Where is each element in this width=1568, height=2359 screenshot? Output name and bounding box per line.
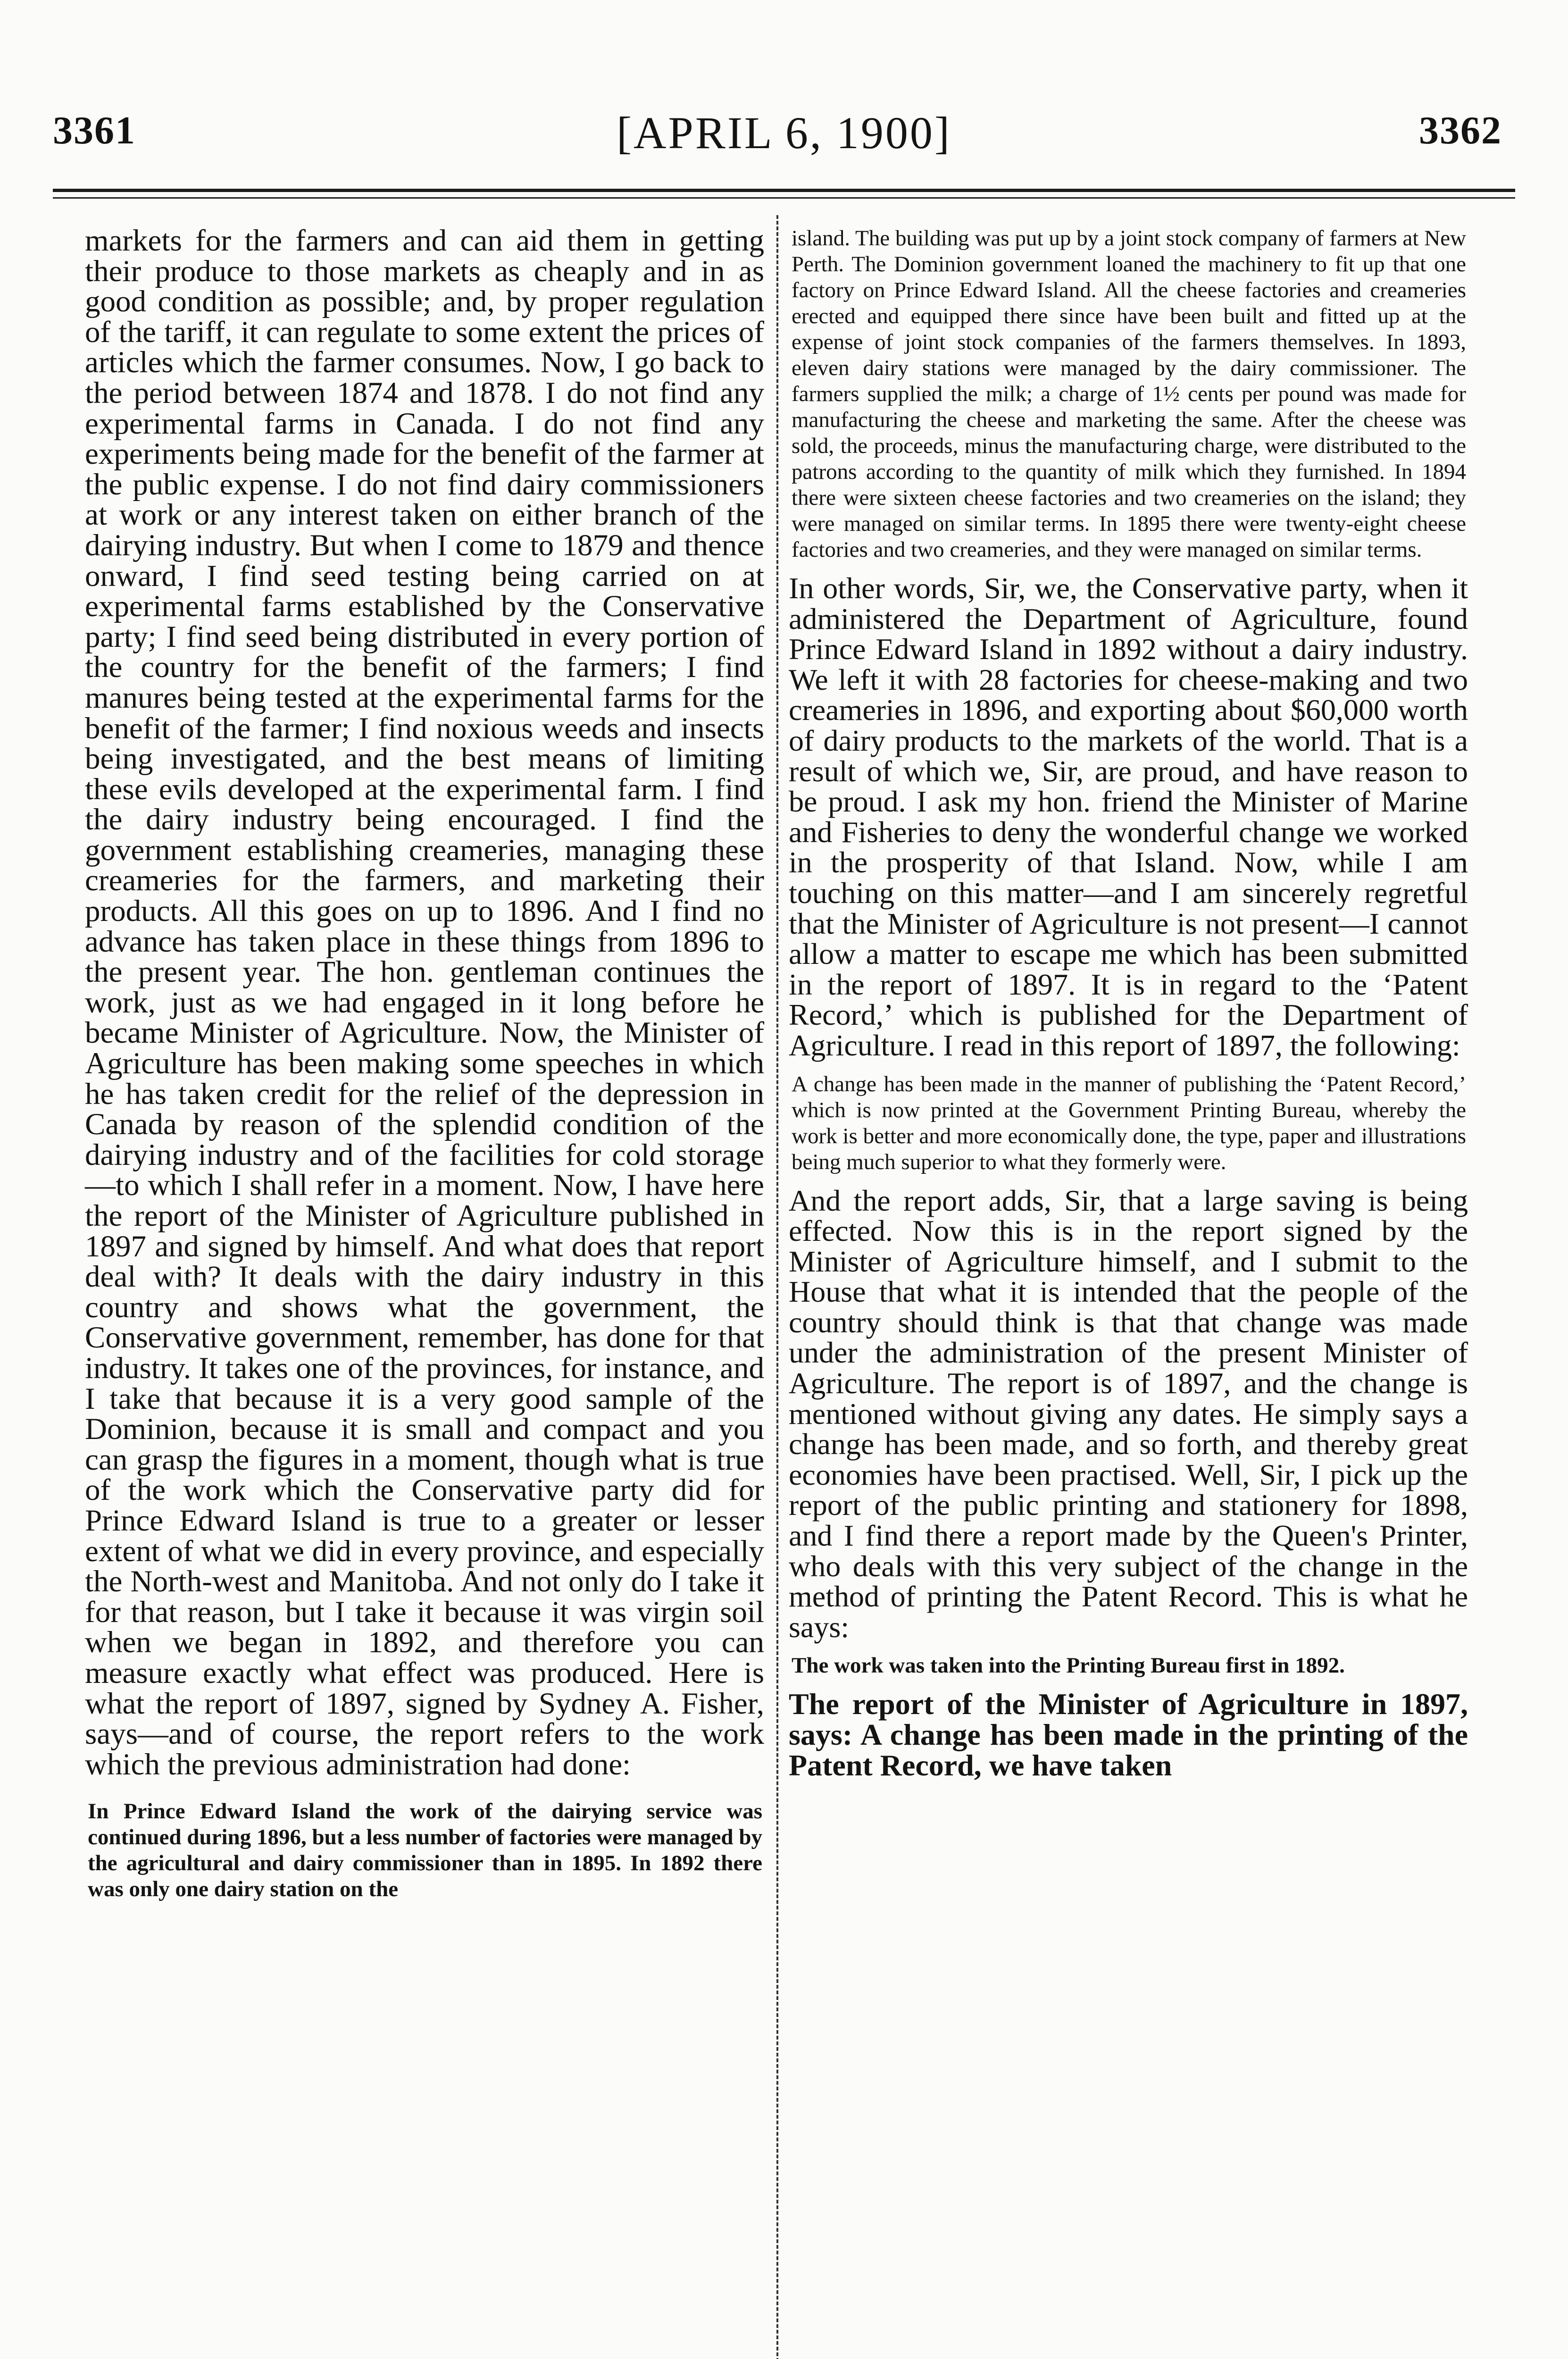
speech-paragraph: markets for the farmers and can aid them in getting their produce to those markets as cheaply and in as good condition as possible; and, by proper regulation of the tariff, it can regulate to some extent the prices of articles which the farmer consumes. Now, I go back to the period between 1874 and 1878. I do not find any experimental farms in Canada. I do not find any experiments being made for the benefit of the farmer at the public expense. I do not find dairy commissioners at work or any interest taken on either branch of the dairying industry. But when I come to 1879 and thence onward, I find seed testing being carried on at experimental farms established by the Conservative party; I find seed being distributed in every portion of the country for the benefit of the farmers; I find manures being tested at the experimental farms for the benefit of the farmer; I find noxious weeds and insects being investigated, and the best means of limiting these evils developed at the experimental farm. I find the dairy industry being encouraged. I find the government establishing creameries, managing these creameries for the farmers, and marketing their products. All this goes on up to 1896. And I find no advance has taken place in these things from 1896 to the present year. The hon. gentleman continues the work, just as we had engaged in it long before he became Minister of Agriculture. Now, the Minister of Agriculture has been making some speeches in which he has taken credit for the relief of the depression in Canada by reason of the splendid condition of the dairying industry and of the facilities for cold storage—to which I shall refer in a moment. Now, I have here the report of the Minister of Agriculture published in 1897 and signed by himself. And what does that report deal with? It deals with the dairy industry in this country and shows what the government, the Conservative government, remember, has done for that industry. It takes one of the provinces, for instance, and I take that because it is a very good sample of the Dominion, because it is small and compact and you can grasp the figures in a moment, though what is true of the work which the Conservative party did for Prince Edward Island is true to a greater or lesser extent of what we did in every province, and especially the North-west and Manitoba. And not only do I take it for that reason, but I take it because it was virgin soil when we began in 1892, and therefore you can measure exactly what effect was produced. Here is what the report of 1897, signed by Sydney A. Fisher, says—and of course, the report refers to the work which the previous administration had done:	[85, 224, 764, 1782]
quoted-report-excerpt: In Prince Edward Island the work of the dairying service was continued during 1896, but a less number of factories were managed by the agricultural and dairy commissioner than in 1895. In 1892 there was only one dairy station on the	[88, 1799, 762, 1902]
quoted-printer-report: The work was taken into the Printing Bureau first in 1892.	[792, 1653, 1345, 1678]
right-column	[789, 226, 1468, 1781]
speech-paragraph: The report of the Minister of Agriculture in 1897, says: A change has been made in the printing of the Patent Record, we have taken	[789, 1687, 1468, 1782]
column-divider	[776, 215, 778, 2359]
header-rule-thin	[53, 197, 1515, 199]
quoted-report-continuation: island. The building was put up by a joint stock company of farmers at New Perth. The Dominion government loaned the machinery to fit up that one factory on Prince Edward Island. All the cheese factories and creameries erected and equipped there since have been built and fitted up at the expense of joint stock companies of the farmers themselves. In 1893, eleven dairy stations were managed by the dairy commissioner. The farmers supplied the milk; a charge of 1½ cents per pound was made for manufacturing the cheese and marketing the same. After the cheese was sold, the proceeds, minus the manufacturing charge, were distributed to the patrons according to the quantity of milk which they furnished. In 1894 there were sixteen cheese factories and two creameries on the island; they were managed on similar terms. In 1895 there were twenty-eight cheese factories and two creameries, and they were managed on similar terms.	[792, 226, 1466, 562]
page-date-header: [APRIL 6, 1900]	[617, 108, 951, 158]
header-rule-thick	[53, 189, 1515, 192]
speech-paragraph: In other words, Sir, we, the Conservative party, when it administered the Department of Agriculture, found Prince Edward Island in 1892 without a dairy industry. We left it with 28 factories for cheese-making and two creameries in 1896, and exporting about $60,000 worth of dairy products to the markets of the world. That is a result of which we, Sir, are proud, and have reason to be proud. I ask my hon. friend the Minister of Marine and Fisheries to deny the wonderful change we worked in the prosperity of that Island. Now, while I am touching on this matter—and I am sincerely regretful that the Minister of Agriculture is not present—I cannot allow a matter to escape me which has been submitted in the report of 1897. It is in regard to the ‘Patent Record,’ which is published for the Department of Agriculture. I read in this report of 1897, the following:	[789, 571, 1468, 1062]
page-number-right: 3362	[1419, 109, 1502, 152]
left-column	[85, 226, 764, 1902]
speech-paragraph: And the report adds, Sir, that a large saving is being effected. Now this is in the report signed by the Minister of Agriculture himself, and I submit to the House that what it is intended that the people of the country should think is that that change was made under the administration of the present Minister of Agriculture. The report is of 1897, and the change is mentioned without giving any dates. He simply says a change has been made, and so forth, and thereby great economies have been practised. Well, Sir, I pick up the report of the public printing and stationery for 1898, and I find there a report made by the Queen's Printer, who deals with this very subject of the change in the method of printing the Patent Record. This is what he says:	[789, 1183, 1468, 1644]
quoted-report-excerpt: A change has been made in the manner of publishing the ‘Patent Record,’ which is now printed at the Government Printing Bureau, whereby the work is better and more economically done, the type, paper and illustrations being much superior to what they formerly were.	[792, 1071, 1466, 1174]
page-number-left: 3361	[53, 109, 136, 152]
